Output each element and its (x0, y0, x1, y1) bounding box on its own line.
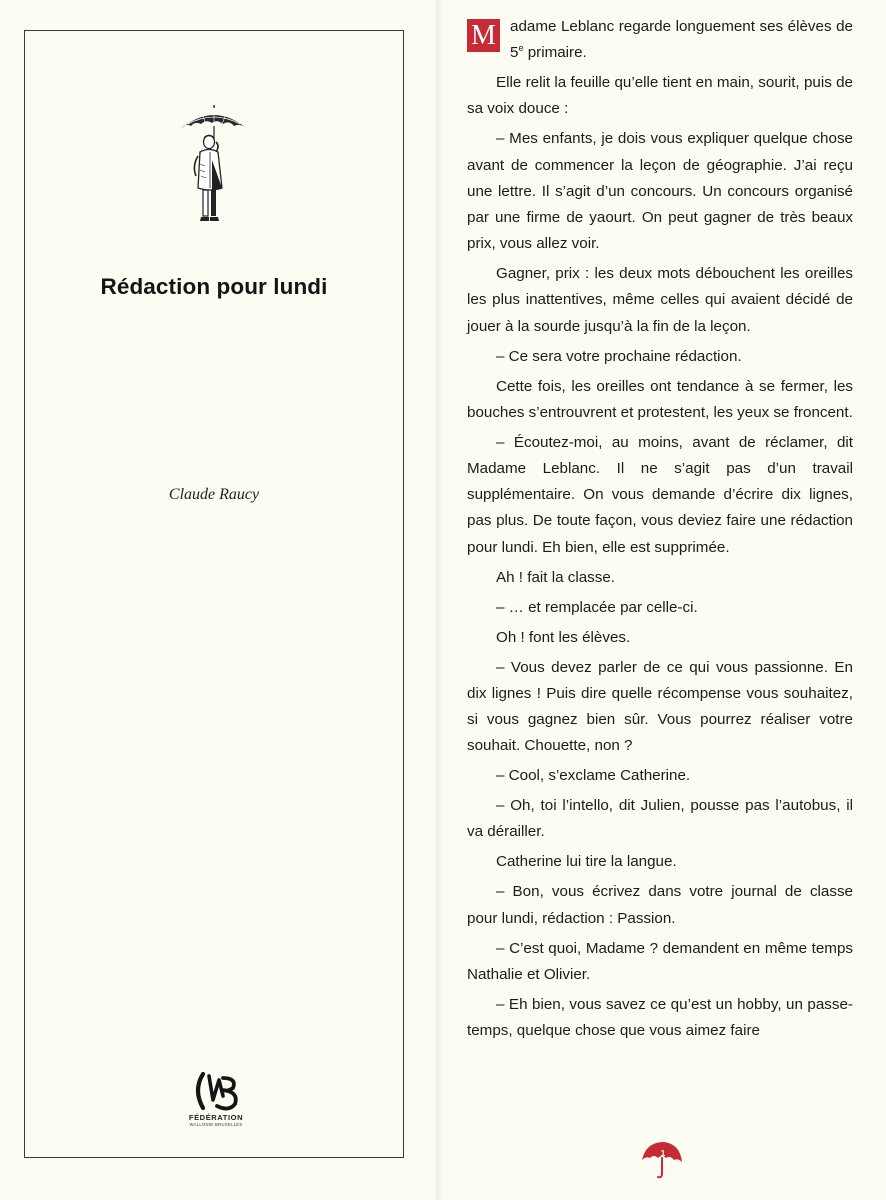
paragraph: – Bon, vous écrivez dans votre journal de classe pour lundi, rédaction : Passion. (467, 883, 853, 927)
paragraph: – C’est quoi, Madame ? demandent en même temps Nathalie et Olivier. (467, 939, 853, 983)
text-page (444, 0, 886, 1200)
opening-text: adame Leblanc regarde longuement ses élèves de 5 (510, 18, 853, 62)
opening-paragraph (467, 14, 853, 66)
page-number: 1 (660, 1149, 666, 1158)
paragraph: – Écoutez-moi, au moins, avant de réclamer, dit Madame Leblanc. Il ne s’agit pas d’un travail supplémentaire. On vous demande d’écrire dix lignes, pas plus. De toute façon, vous deviez faire une rédaction pour lundi. Eh bien, elle est supprimée. (467, 433, 853, 556)
paragraph: – Mes enfants, je dois vous expliquer quelque chose avant de commencer la leçon de géographie. J’ai reçu une lettre. Il s’agit d’un concours. Un concours organisé par une firme de yaourt. On peut gagner de très beaux prix, vous allez voir. (467, 130, 853, 253)
book-gutter (436, 0, 444, 1200)
paragraph: Cette fois, les oreilles ont tendance à se fermer, les bouches s’entrouvrent et protestent, les yeux se froncent. (467, 377, 853, 421)
paragraph: – Eh bien, vous savez ce qu’est un hobby, un passe-temps, quelque chose que vous aimez faire (467, 995, 853, 1040)
page-number-marker (638, 1140, 684, 1180)
man-with-umbrella-icon (176, 104, 252, 228)
paragraph: Catherine lui tire la langue. (496, 853, 677, 871)
cover-page (0, 0, 436, 1200)
publisher-subtitle: WALLONIE-BRUXELLES (189, 1121, 243, 1127)
paragraph: Oh ! font les élèves. (496, 628, 631, 646)
paragraph: – Oh, toi l’intello, dit Julien, pousse pas l’autobus, il va dérailler. (467, 797, 853, 841)
red-umbrella-icon (638, 1140, 684, 1180)
paragraph: Gagner, prix : les deux mots débouchent les oreilles les plus inattentives, même celles qui avaient décidé de jouer à la sourde jusqu’à la fin de la leçon. (467, 265, 853, 335)
paragraph: – Ce sera votre prochaine rédaction. (496, 347, 742, 365)
publisher-name: FÉDÉRATION (188, 1113, 244, 1122)
paragraph: Elle relit la feuille qu’elle tient en main, sourit, puis de sa voix douce : (467, 74, 853, 118)
text-column (467, 14, 853, 1048)
fwb-logo-icon (191, 1070, 241, 1112)
paragraph: – … et remplacée par celle-ci. (496, 598, 698, 616)
publisher-logo (184, 1070, 248, 1140)
opening-text-tail: primaire. (523, 44, 587, 62)
paragraph: – Cool, s’exclame Catherine. (496, 767, 691, 785)
author-name: Claude Raucy (168, 486, 260, 503)
paragraph: – Vous devez parler de ce qui vous passionne. En dix lignes ! Puis dire quelle récompense vous souhaitez, si vous gagnez bien sûr. Vous pourrez réaliser votre souhait. Chouette, non ? (467, 658, 853, 755)
ordinal-superscript: e (518, 43, 524, 54)
book-title: Rédaction pour lundi (100, 274, 328, 299)
drop-cap: M (467, 19, 500, 52)
paragraph: Ah ! fait la classe. (496, 568, 616, 586)
